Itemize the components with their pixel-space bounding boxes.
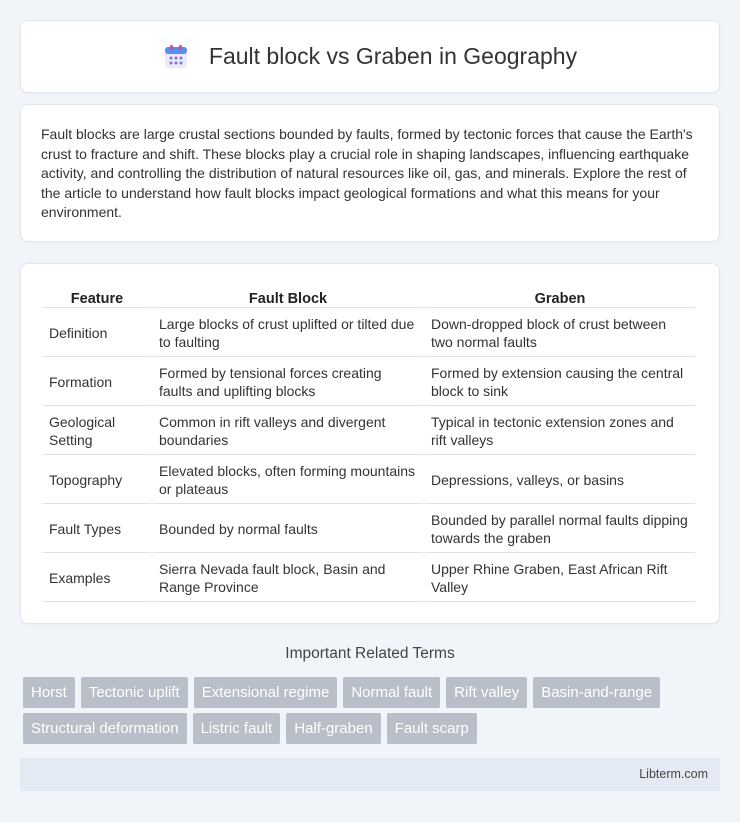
table-cell: Definition <box>43 310 151 357</box>
table-cell: Common in rift valleys and divergent boundaries <box>153 408 423 455</box>
intro-text: Fault blocks are large crustal sections bounded by faults, formed by tectonic forces that cause the Earth's crust to fracture and shift. These blocks play a crucial role in shaping landscapes, influencing earthquake activity, and controlling the distribution of natural resources like oil, gas, and minerals. Explore the rest of the article to understand how fault blocks impact geological formations and what this means for your environment. <box>41 126 693 220</box>
related-term-tag[interactable]: Half-graben <box>286 713 380 744</box>
table-cell: Typical in tectonic extension zones and rift valleys <box>425 408 695 455</box>
table-cell: Down-dropped block of crust between two normal faults <box>425 310 695 357</box>
table-cell: Examples <box>43 555 151 602</box>
related-term-tag[interactable]: Listric fault <box>193 713 281 744</box>
table-cell: Large blocks of crust uplifted or tilted due to faulting <box>153 310 423 357</box>
calendar-icon <box>163 44 189 70</box>
table-row <box>43 310 695 357</box>
table-row <box>43 506 695 553</box>
footer <box>20 758 720 791</box>
table-cell: Sierra Nevada fault block, Basin and Range Province <box>153 555 423 602</box>
table-cell: Formed by extension causing the central block to sink <box>425 359 695 406</box>
table-cell: Fault Types <box>43 506 151 553</box>
table-cell: Formation <box>43 359 151 406</box>
table-cell: Elevated blocks, often forming mountains or plateaus <box>153 457 423 504</box>
table-cell: Depressions, valleys, or basins <box>425 457 695 504</box>
table-row <box>43 408 695 455</box>
related-term-tag[interactable]: Fault scarp <box>387 713 477 744</box>
table-cell: Geological Setting <box>43 408 151 455</box>
table-header-row <box>43 286 695 308</box>
footer-site-link[interactable]: Libterm.com <box>639 767 708 781</box>
table-cell: Topography <box>43 457 151 504</box>
table-cell: Bounded by normal faults <box>153 506 423 553</box>
table-cell: Formed by tensional forces creating faults and uplifting blocks <box>153 359 423 406</box>
related-terms-list <box>23 677 717 744</box>
related-term-tag[interactable]: Normal fault <box>343 677 440 708</box>
related-term-tag[interactable]: Rift valley <box>446 677 527 708</box>
table-cell: Upper Rhine Graben, East African Rift Valley <box>425 555 695 602</box>
related-terms-title: Important Related Terms <box>285 645 455 662</box>
related-term-tag[interactable]: Horst <box>23 677 75 708</box>
comparison-table <box>41 284 697 604</box>
header-fault-block: Fault Block <box>153 286 423 308</box>
related-term-tag[interactable]: Structural deformation <box>23 713 187 744</box>
table-row <box>43 457 695 504</box>
page-title: Fault block vs Graben in Geography <box>208 43 578 69</box>
table-row <box>43 555 695 602</box>
header-graben: Graben <box>425 286 695 308</box>
related-term-tag[interactable]: Extensional regime <box>194 677 338 708</box>
table-row <box>43 359 695 406</box>
table-cell: Bounded by parallel normal faults dipping towards the graben <box>425 506 695 553</box>
related-term-tag[interactable]: Tectonic uplift <box>81 677 188 708</box>
intro-card <box>20 104 720 242</box>
header-card <box>20 20 720 93</box>
related-term-tag[interactable]: Basin-and-range <box>533 677 660 708</box>
header-feature: Feature <box>43 286 151 308</box>
comparison-card <box>20 263 720 624</box>
